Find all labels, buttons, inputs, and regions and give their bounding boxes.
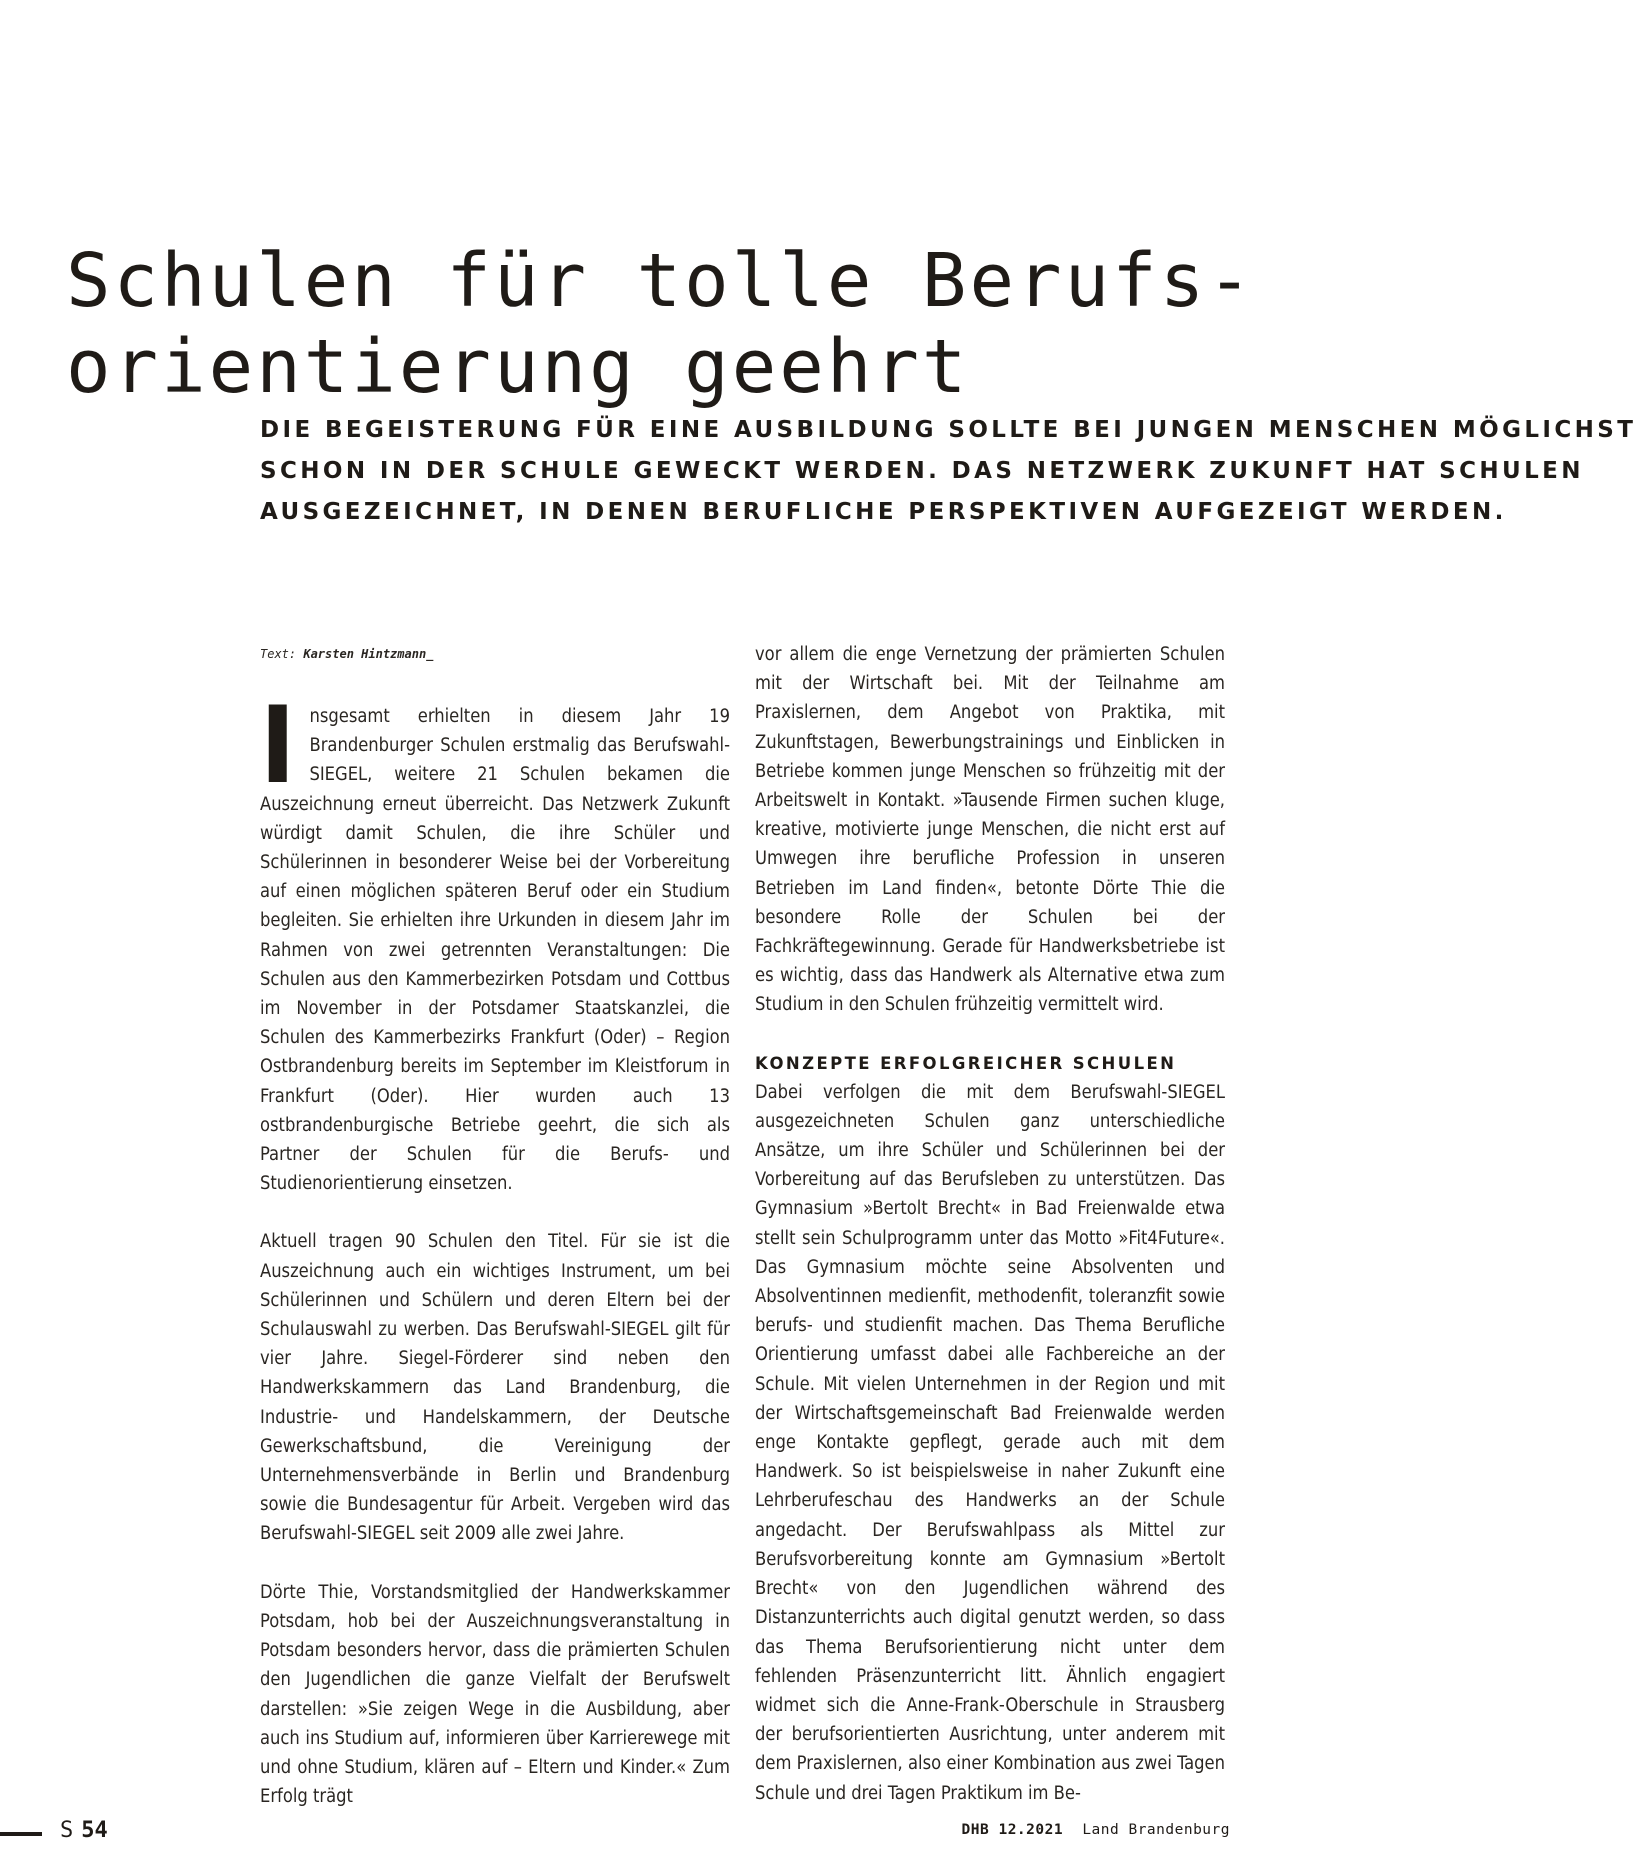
article-column-right — [755, 640, 1225, 1837]
byline-author: Karsten Hintzmann_ — [303, 647, 434, 661]
article-headline — [66, 238, 1286, 410]
deck-line-2: SCHON IN DER SCHULE GEWECKT WERDEN. DAS NETZWERK ZUKUNFT HAT SCHULEN — [260, 458, 1584, 484]
paragraph-5: Dabei verfolgen die mit dem Berufswahl-SIEGEL ausgezeichneten Schulen ganz unterschiedliche Ansätze, um ihre Schüler und Schülerinnen bei der Vorbereitung auf das Berufsleben zu unterstützen. Das Gymnasium »Bertolt Brecht« in Bad Freienwalde etwa stellt sein Schulprogramm unter das Motto »Fit4Future«. Das Gymnasium möchte seine Absolventen und Absolventinnen medienfit, methodenfit, toleranzfit sowie berufs- und studienfit machen. Das Thema Berufliche Orientierung umfasst dabei alle Fachbereiche an der Schule. Mit vielen Unternehmen in der Region und mit der Wirtschaftsgemeinschaft Bad Freienwalde werden enge Kontakte gepflegt, gerade auch mit dem Handwerk. So ist beispielsweise in naher Zukunft eine Lehrberufeschau des Handwerks an der Schule angedacht. Der Berufswahlpass als Mittel zur Berufsvorbereitung konnte am Gymnasium »Bertolt Brecht« von den Jugendlichen während des Distanzunterrichts auch digital genutzt werden, so dass das Thema Berufsorientierung nicht unter dem fehlenden Präsenzunterricht litt. Ähnlich engagiert widmet sich die Anne-Frank-Oberschule in Strausberg der berufsorientierten Ausrichtung, unter anderem mit dem Praxislernen, also einer Kombination aus zwei Tagen Schule und drei Tagen Praktikum im Be- — [755, 1081, 1225, 1804]
headline-line-1: Schulen für tolle Berufs- — [66, 238, 1255, 324]
deck-line-3: AUSGEZEICHNET, IN DENEN BERUFLICHE PERSPEKTIVEN AUFGEZEIGT WERDEN. — [260, 499, 1507, 525]
footer-issue-info — [962, 1822, 1230, 1838]
footer-rule — [0, 1832, 42, 1836]
paragraph-3: Dörte Thie, Vorstandsmitglied der Handwerkskammer Potsdam, hob bei der Auszeichnungsveranstaltung in Potsdam besonders hervor, dass die prämierten Schulen den Jugendlichen die ganze Vielfalt der Berufswelt darstellen: »Sie zeigen Wege in die Ausbildung, aber auch ins Studium auf, informieren über Karrierewege mit und ohne Studium, klären auf – Eltern und Kinder.« Zum Erfolg trägt — [260, 1581, 730, 1808]
article-column-left — [260, 684, 730, 1840]
paragraph-4: vor allem die enge Vernetzung der prämierten Schulen mit der Wirtschaft bei. Mit der Teilnahme am Praxislernen, dem Angebot von Praktika, mit Zukunftstagen, Bewerbungstrainings und Einblicken in Betriebe kommen junge Menschen so frühzeitig mit der Arbeitswelt in Kontakt. »Tausende Firmen suchen kluge, kreative, motivierte junge Menschen, die nicht erst auf Umwegen ihre berufliche Profession in unseren Betrieben im Land finden«, betonte Dörte Thie die besondere Rolle der Schulen bei der Fachkräftegewinnung. Gerade für Handwerksbetriebe ist es wichtig, dass das Handwerk als Alternative etwa zum Studium in den Schulen frühzeitig vermittelt wird. — [755, 644, 1225, 1016]
page-prefix: S — [60, 1818, 74, 1843]
byline — [260, 647, 433, 661]
issue-label: DHB 12.2021 — [961, 1822, 1064, 1838]
deck-line-1: DIE BEGEISTERUNG FÜR EINE AUSBILDUNG SOLLTE BEI JUNGEN MENSCHEN MÖGLICHST — [260, 417, 1636, 443]
headline-line-2: orientierung geehrt — [66, 324, 970, 410]
page-number-value: 54 — [81, 1818, 108, 1843]
section-label: Land Brandenburg — [1082, 1822, 1230, 1838]
article-deck — [260, 410, 1636, 533]
page-number — [60, 1818, 108, 1843]
paragraph-2: Aktuell tragen 90 Schulen den Titel. Für sie ist die Auszeichnung auch ein wichtiges Instrument, um bei Schülerinnen und Schülern und deren Eltern bei der Schulauswahl zu werben. Das Berufswahl-SIEGEL gilt für vier Jahre. Siegel-Förderer sind neben den Handwerkskammern das Land Brandenburg, die Industrie- und Handelskammern, der Deutsche Gewerkschaftsbund, die Vereinigung der Unternehmensverbände in Berlin und Brandenburg sowie die Bundesagentur für Arbeit. Vergeben wird das Berufswahl-SIEGEL seit 2009 alle zwei Jahre. — [260, 1231, 730, 1545]
paragraph-intro: Insgesamt erhielten in diesem Jahr 19 Brandenburger Schulen erstmalig das Berufswahl-SIEGEL, weitere 21 Schulen bekamen die Auszeichnung erneut überreicht. Das Netzwerk Zukunft würdigt damit Schulen, die ihre Schüler und Schülerinnen in besonderer Weise bei der Vorbereitung auf einen möglichen späteren Beruf oder ein Studium begleiten. Sie erhielten ihre Urkunden in diesem Jahr im Rahmen von zwei getrennten Veranstaltungen: Die Schulen aus den Kammerbezirken Potsdam und Cottbus im November in der Potsdamer Staatskanzlei, die Schulen des Kammerbezirks Frankfurt (Oder) – Region Ostbrandenburg bereits im September im Kleistforum in Frankfurt (Oder). Hier wurden auch 13 ostbrandenburgische Betriebe geehrt, die sich als Partner der Schulen für die Berufs- und Studienorientierung einsetzen. — [260, 684, 730, 1195]
byline-prefix: Text: — [260, 647, 297, 661]
section-subheading: KONZEPTE ERFOLGREICHER SCHULEN — [755, 1053, 1177, 1073]
